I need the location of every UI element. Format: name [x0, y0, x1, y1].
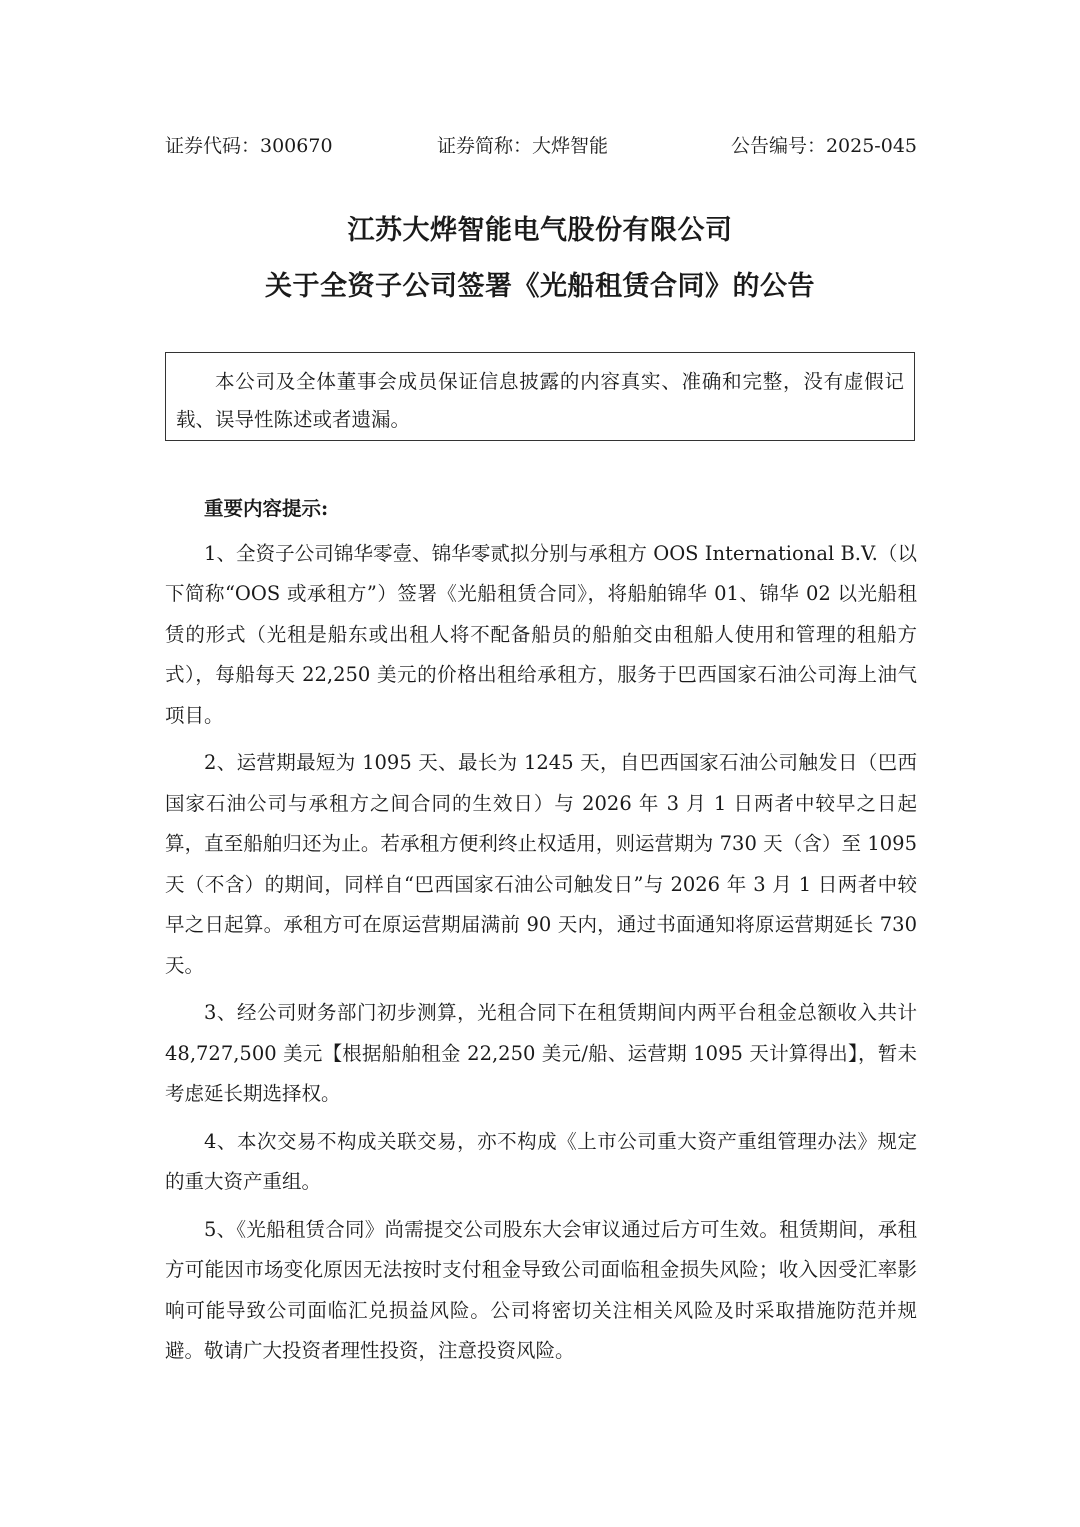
key-point-item: 4、本次交易不构成关联交易，亦不构成《上市公司重大资产重组管理办法》规定的重大资产重组。 [165, 1129, 917, 1193]
key-point-item: 2、运营期最短为 1095 天、最长为 1245 天，自巴西国家石油公司触发日（巴西国家石油公司与承租方之间合同的生效日）与 2026 年 3 月 1 日两者中较早之日起算，直至船舶归还为止。若承租方便利终止权适用，则运营期为 730 天（含）至 1095 天（不含）的期间，同样自“巴西国家石油公司触发日”与 2026 年 3 月 1 日两者中较早之日起算。承租方可在原运营期届满前 90 天内，通过书面通知将原运营期延长 730 天。 [165, 751, 917, 977]
stock-abbreviation: 证券简称：大烨智能 [437, 135, 609, 157]
key-point-item: 3、经公司财务部门初步测算，光租合同下在租赁期间内两平台租金总额收入共计 48,727,500 美元【根据船舶租金 22,250 美元/船、运营期 1095 天计算得出】，暂未考虑延长期选择权。 [165, 1001, 917, 1105]
board-statement-box: 本公司及全体董事会成员保证信息披露的内容真实、准确和完整，没有虚假记载、误导性陈述或者遗漏。 [165, 352, 915, 441]
notice-title: 关于全资子公司签署《光船租赁合同》的公告 [265, 271, 815, 302]
notice-number: 公告编号：2025-045 [730, 135, 917, 157]
key-point-item: 5、《光船租赁合同》尚需提交公司股东大会审议通过后方可生效。租赁期间，承租方可能因市场变化原因无法按时支付租金导致公司面临租金损失风险；收入因受汇率影响可能导致公司面临汇兑损益风险。公司将密切关注相关风险及时采取措施防范并规避。敬请广大投资者理性投资，注意投资风险。 [165, 1217, 917, 1362]
stock-code: 证券代码：300670 [165, 135, 333, 157]
key-points-section [165, 489, 917, 1379]
company-name-title: 江苏大烨智能电气股份有限公司 [347, 215, 733, 246]
key-point-item: 1、全资子公司锦华零壹、锦华零贰拟分别与承租方 OOS International B.V.（以下简称“OOS 或承租方”）签署《光船租赁合同》，将船舶锦华 01、锦华 02 以光船租赁的形式（光租是船东或出租人将不配备船员的船舶交由租船人使用和管理的租船方式），每船每天 22,250 美元的价格出租给承租方，服务于巴西国家石油公司海上油气项目。 [165, 541, 917, 727]
document-header [165, 132, 917, 160]
key-points-heading: 重要内容提示: [204, 497, 329, 520]
